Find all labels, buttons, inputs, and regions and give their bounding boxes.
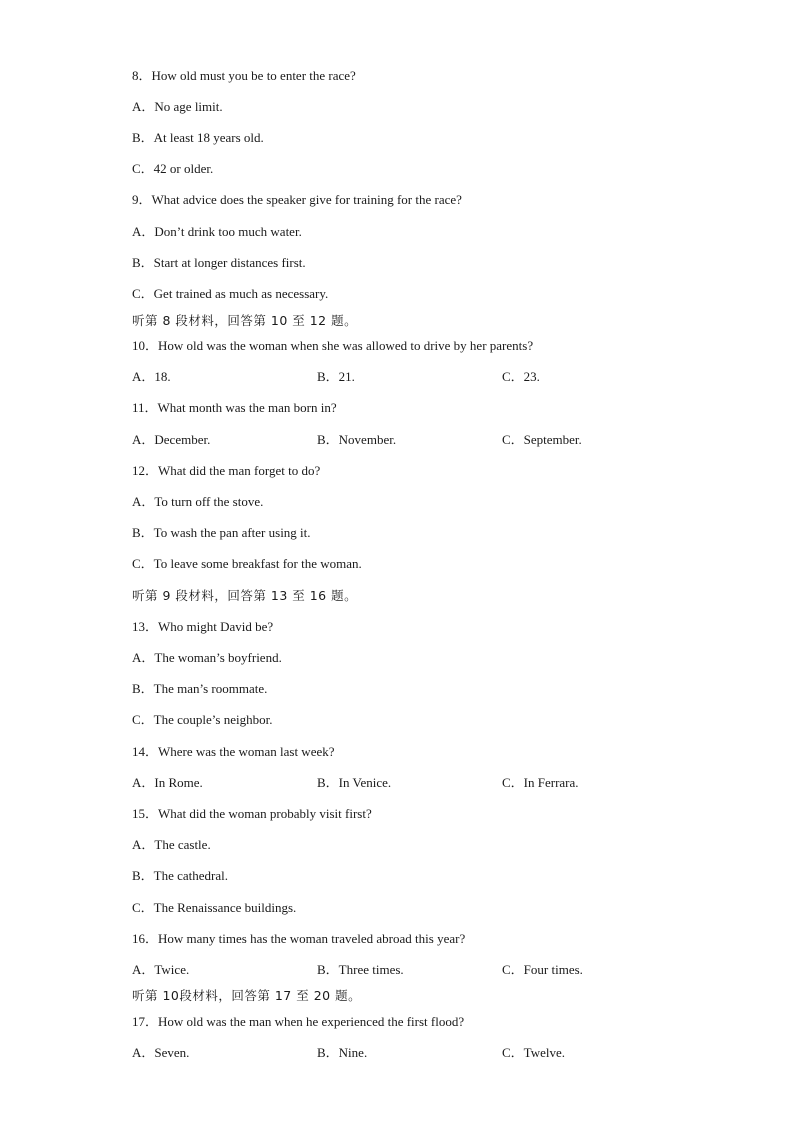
options-row-16 (132, 962, 732, 978)
options-row-11 (132, 432, 732, 448)
question-15: 15．What did the woman probably visit first? (132, 806, 372, 821)
question-11: 11．What month was the man born in? (132, 400, 337, 415)
option-14c: C．In Ferrara. (502, 775, 579, 790)
option-9b: B．Start at longer distances first. (132, 255, 306, 270)
option-15c: C．The Renaissance buildings. (132, 900, 297, 915)
option-16b: B．Three times. (317, 962, 404, 977)
option-13b: B．The man’s roommate. (132, 681, 268, 696)
option-9a: A．Don’t drink too much water. (132, 224, 302, 239)
option-8a: A．No age limit. (132, 99, 223, 114)
option-13a: A．The woman’s boyfriend. (132, 650, 282, 665)
option-8c: C．42 or older. (132, 161, 214, 176)
options-row-14 (132, 775, 732, 791)
section-heading-10: 听第 10段材料，回答第 17 至 20 题。 (132, 988, 362, 1003)
question-16: 16．How many times has the woman traveled abroad this year? (132, 931, 466, 946)
option-10b: B．21. (317, 369, 355, 384)
option-11c: C．September. (502, 432, 582, 447)
option-17c: C．Twelve. (502, 1045, 565, 1060)
question-12: 12．What did the man forget to do? (132, 463, 321, 478)
option-10a: A．18. (132, 369, 171, 384)
question-14: 14．Where was the woman last week? (132, 744, 335, 759)
option-8b: B．At least 18 years old. (132, 130, 264, 145)
question-8: 8．How old must you be to enter the race? (132, 68, 356, 83)
option-12b: B．To wash the pan after using it. (132, 525, 311, 540)
question-13: 13．Who might David be? (132, 619, 274, 634)
option-11a: A．December. (132, 432, 211, 447)
option-15a: A．The castle. (132, 837, 211, 852)
option-17a: A．Seven. (132, 1045, 190, 1060)
option-13c: C．The couple’s neighbor. (132, 712, 273, 727)
options-row-17 (132, 1045, 732, 1061)
option-10c: C．23. (502, 369, 540, 384)
option-16c: C．Four times. (502, 962, 583, 977)
option-12c: C．To leave some breakfast for the woman. (132, 556, 362, 571)
question-17: 17．How old was the man when he experienced the first flood? (132, 1014, 465, 1029)
option-14b: B．In Venice. (317, 775, 392, 790)
option-12a: A．To turn off the stove. (132, 494, 264, 509)
question-10: 10．How old was the woman when she was allowed to drive by her parents? (132, 338, 534, 353)
option-17b: B．Nine. (317, 1045, 368, 1060)
option-16a: A．Twice. (132, 962, 190, 977)
options-row-10 (132, 369, 732, 385)
option-15b: B．The cathedral. (132, 868, 229, 883)
option-9c: C．Get trained as much as necessary. (132, 286, 329, 301)
question-9: 9．What advice does the speaker give for training for the race? (132, 192, 462, 207)
option-11b: B．November. (317, 432, 397, 447)
section-heading-9: 听第 9 段材料，回答第 13 至 16 题。 (132, 588, 358, 603)
option-14a: A．In Rome. (132, 775, 203, 790)
section-heading-8: 听第 8 段材料，回答第 10 至 12 题。 (132, 313, 358, 328)
